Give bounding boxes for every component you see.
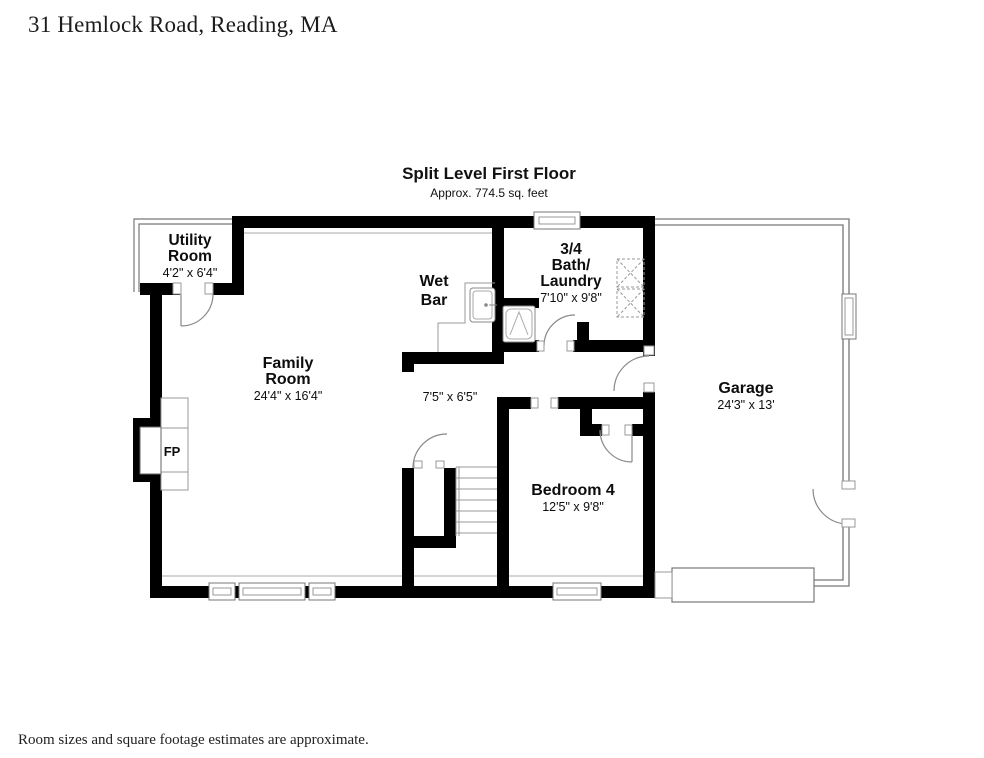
room-dimensions: 7'5" x 6'5" bbox=[422, 390, 478, 404]
room-label-family-room bbox=[254, 356, 323, 403]
room-name: Wet bbox=[419, 273, 449, 290]
stairs bbox=[456, 467, 497, 536]
room-dimensions: 24'3" x 13' bbox=[717, 398, 775, 412]
family-room-window-left bbox=[209, 583, 235, 600]
room-name: FP bbox=[163, 444, 181, 459]
room-name: Room bbox=[265, 371, 311, 388]
room-dimensions: 24'4" x 16'4" bbox=[253, 389, 323, 403]
room-label-utility bbox=[163, 233, 218, 280]
room-name: Utility bbox=[168, 232, 212, 249]
room-label-garage bbox=[717, 380, 774, 412]
room-label-wet-bar bbox=[419, 272, 448, 310]
room-dimensions: 12'5" x 9'8" bbox=[542, 500, 604, 514]
room-name: Bedroom 4 bbox=[531, 482, 615, 499]
bedroom-window bbox=[553, 583, 601, 600]
bath-window bbox=[534, 212, 580, 229]
room-dimensions: 7'10" x 9'8" bbox=[540, 291, 602, 305]
fireplace-firebox bbox=[140, 427, 161, 474]
family-room-window-center bbox=[239, 583, 305, 600]
shower bbox=[503, 306, 535, 342]
plan-title: Split Level First Floor bbox=[402, 164, 576, 183]
washer-dryer bbox=[617, 259, 644, 317]
garage-side-window bbox=[842, 294, 856, 339]
plan-subtitle: Approx. 774.5 sq. feet bbox=[430, 186, 548, 200]
garage-door bbox=[672, 568, 814, 602]
room-label-bath-laundry bbox=[540, 242, 602, 305]
room-name: Laundry bbox=[540, 273, 602, 290]
room-name: Room bbox=[168, 248, 212, 265]
room-label-fireplace bbox=[164, 445, 181, 458]
garage-step bbox=[655, 572, 672, 598]
wet-bar-sink bbox=[470, 288, 497, 322]
room-name: Bar bbox=[420, 292, 448, 309]
door-jambs bbox=[173, 283, 654, 468]
door-arcs bbox=[181, 294, 649, 468]
room-name: Family bbox=[262, 355, 314, 372]
room-name: Garage bbox=[718, 380, 774, 397]
page-title: 31 Hemlock Road, Reading, MA bbox=[28, 12, 338, 37]
room-name: 3/4 bbox=[560, 241, 582, 258]
room-name: Bath/ bbox=[551, 257, 591, 274]
utility-door bbox=[181, 294, 213, 326]
garage-service-door bbox=[813, 481, 856, 527]
family-room-window-right bbox=[309, 583, 335, 600]
disclaimer-text: Room sizes and square footage estimates are approximate. bbox=[18, 732, 369, 748]
room-dimensions: 4'2" x 6'4" bbox=[162, 266, 218, 280]
room-label-hall bbox=[423, 389, 478, 404]
room-label-bedroom-4 bbox=[531, 482, 615, 514]
